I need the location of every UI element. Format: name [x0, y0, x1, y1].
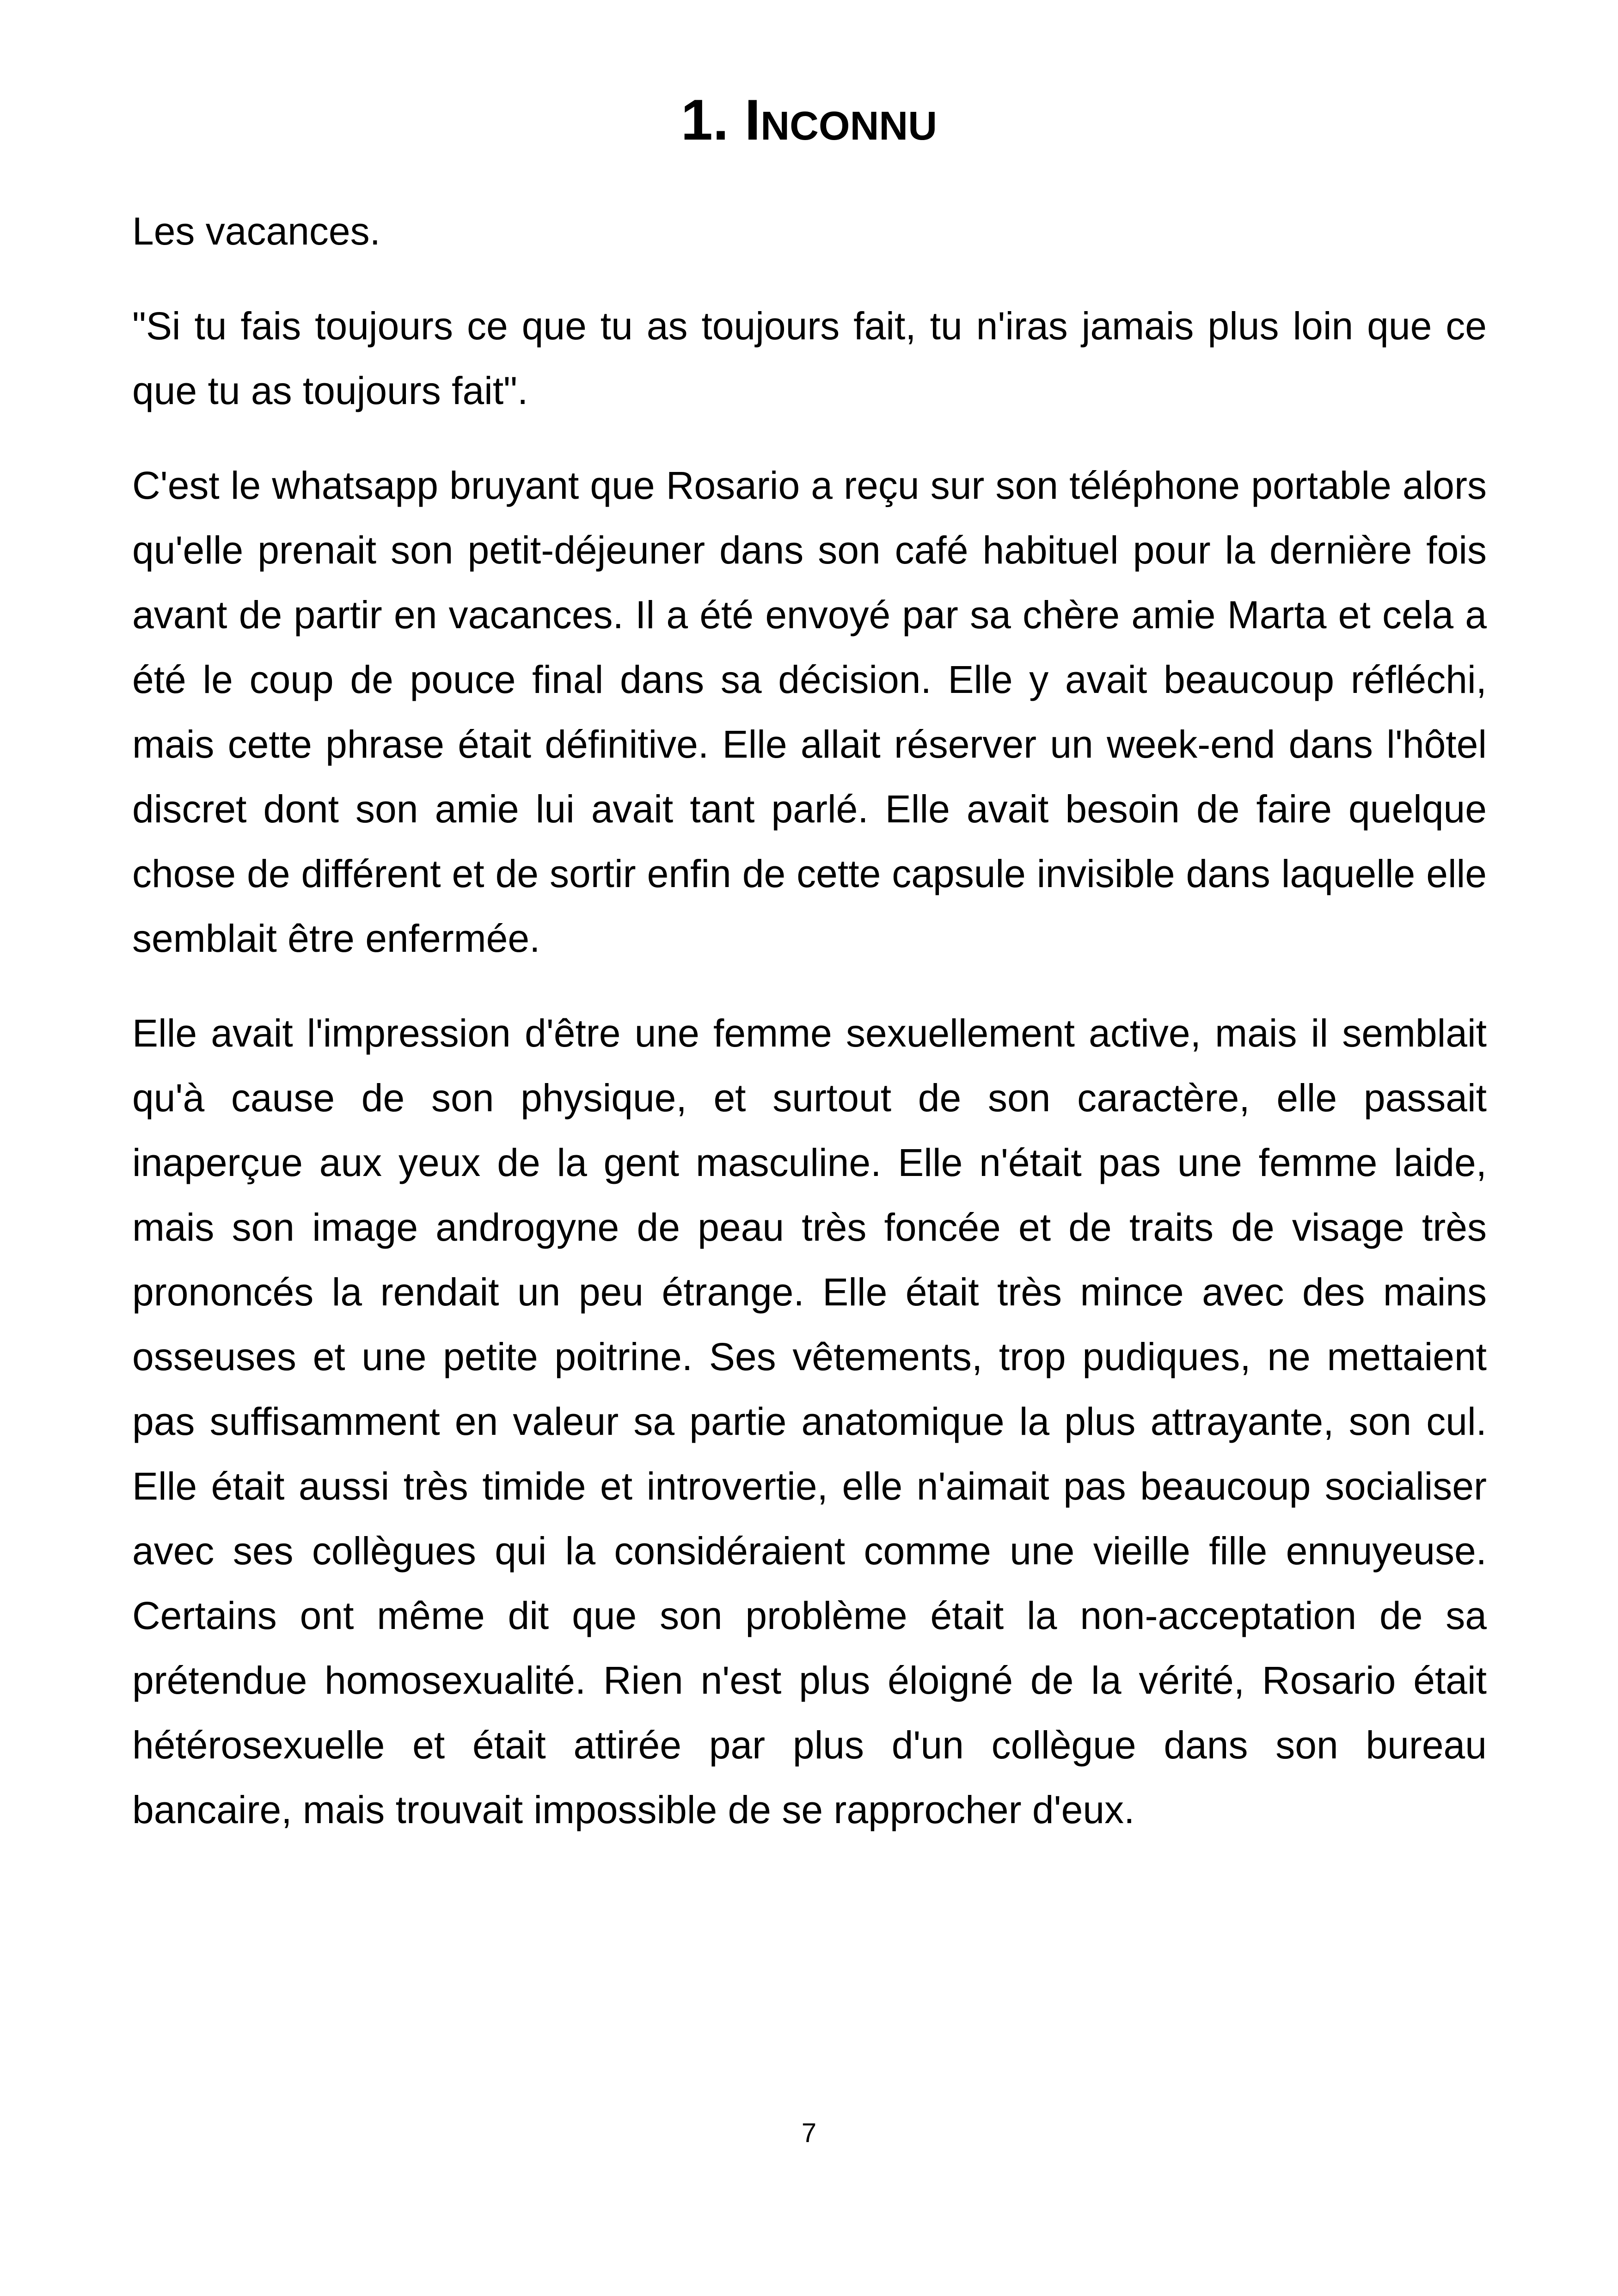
chapter-title-text: Inconnu — [744, 88, 938, 152]
body-text — [132, 199, 1487, 1872]
paragraph: Les vacances. — [132, 209, 380, 253]
paragraph: Elle avait l'impression d'être une femme sexuellement active, mais il semblait qu'à cause de son physique, et surtout de son caractère, elle passait inaperçue aux yeux de la gent masculine. Elle n'était pas une femme laide, mais son image androgyne de peau très foncée et de traits de visage très prononcés la rendait un peu étrange. Elle était très mince avec des mains osseuses et une petite poitrine. Ses vêtements, trop pudiques, ne mettaient pas suffisamment en valeur sa partie anatomique la plus attrayante, son cul. Elle était aussi très timide et introvertie, elle n'aimait pas beaucoup socialiser avec ses collègues qui la considéraient comme une vieille fille ennuyeuse. Certains ont même dit que son problème était la non-acceptation de sa prétendue homosexualité. Rien n'est plus éloigné de la vérité, Rosario était hétérosexuelle et était attirée par plus d'un collègue dans son bureau bancaire, mais trouvait impossible de se rapprocher d'eux. — [132, 1011, 1487, 1831]
page-number: 7 — [801, 2118, 817, 2148]
paragraph: C'est le whatsapp bruyant que Rosario a reçu sur son téléphone portable alors qu'elle prenait son petit-déjeuner dans son café habituel pour la dernière fois avant de partir en vacances. Il a été envoyé par sa chère amie Marta et cela a été le coup de pouce final dans sa décision. Elle y avait beaucoup réfléchi, mais cette phrase était définitive. Elle allait réserver un week-end dans l'hôtel discret dont son amie lui avait tant parlé. Elle avait besoin de faire quelque chose de différent et de sortir enfin de cette capsule invisible dans laquelle elle semblait être enfermée. — [132, 464, 1487, 960]
chapter-number: 1. — [680, 88, 745, 152]
chapter-title — [0, 81, 1618, 159]
paragraph: "Si tu fais toujours ce que tu as toujours fait, tu n'iras jamais plus loin que ce que tu as toujours fait". — [132, 304, 1487, 412]
